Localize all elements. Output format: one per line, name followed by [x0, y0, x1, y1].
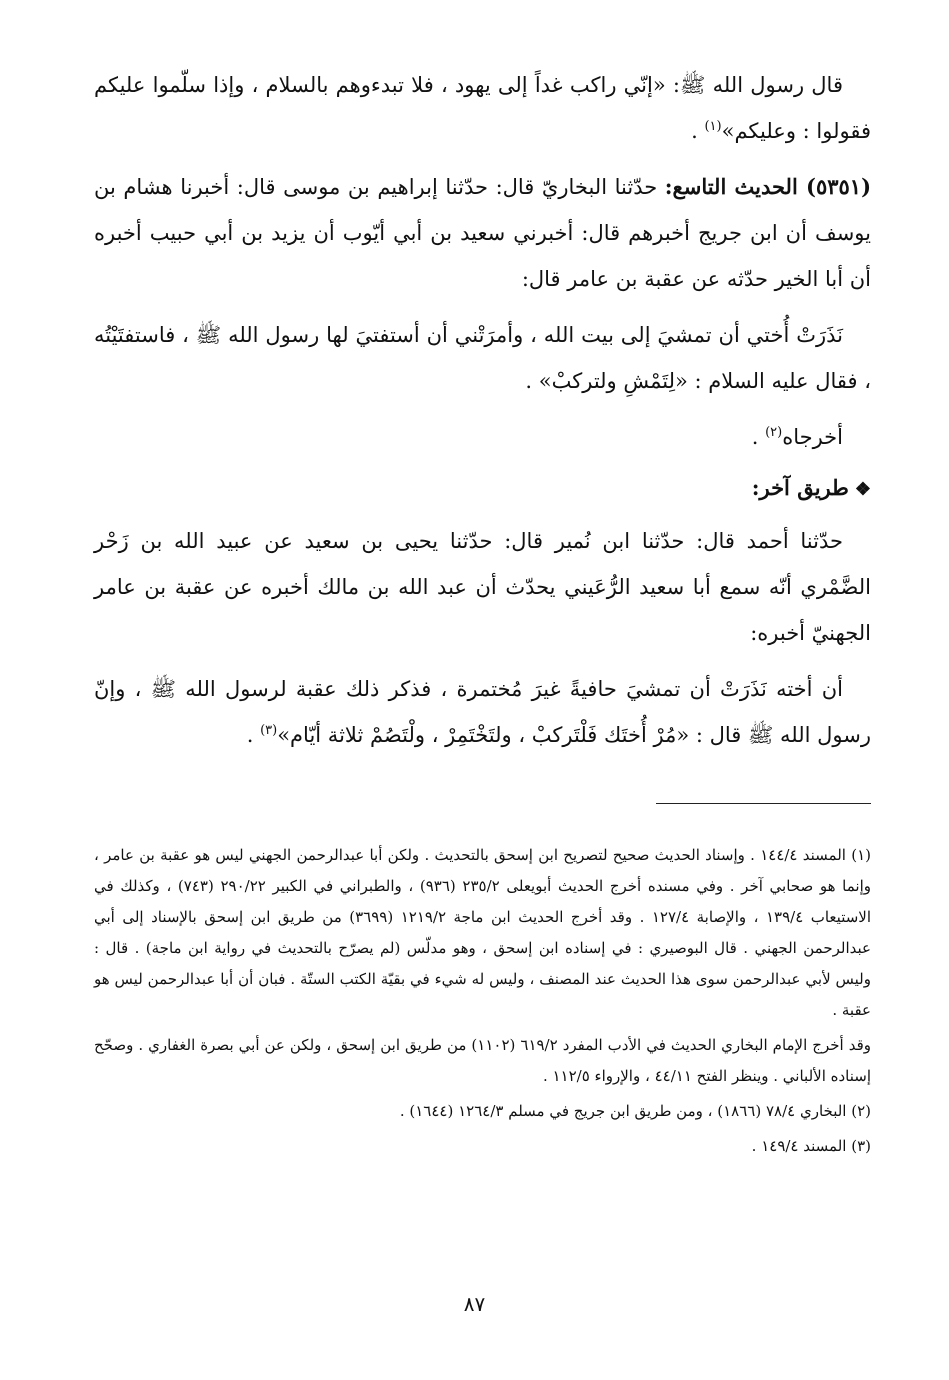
- paragraph-6-text: أن أخته نَذَرَتْ أن تمشيَ حافيةً غيرَ مُختمرة ، فذكر ذلك عقبة لرسول الله ﷺ ، وإنّ رسول الله ﷺ قال : «مُرْ أُختَك فَلْتَركبْ ، ولتَخْتَمِرْ ، ولْتَصُمْ ثلاثة أيّام»: [94, 677, 871, 747]
- paragraph-6-end: .: [246, 723, 261, 747]
- paragraph-3: نَذَرَتْ أُختي أن تمشيَ إلى بيت الله ، وأمرَتْني أن أستفتيَ لها رسول الله ﷺ ، فاستفتَيْتُه ، فقال عليه السلام : «لِتَمْشِ ولتركبْ» .: [94, 323, 871, 393]
- diamond-icon: ❖: [854, 479, 871, 500]
- hadith-9-paragraph: [94, 164, 871, 302]
- paragraph-1: [94, 62, 871, 154]
- hadith-9-text: حدّثنا البخاريّ قال: حدّثنا إبراهيم بن موسى قال: أخبرنا هشام بن يوسف أن ابن جريج أخبرهم قال: أخبرني سعيد بن أبي أيّوب أن يزيد بن أبي حبيب أخبره أن أبا الخير حدّثه عن عقبة بن عامر قال:: [94, 175, 871, 291]
- paragraph-5: حدّثنا أحمد قال: حدّثنا ابن نُمير قال: حدّثنا يحيى بن سعيد عن عبيد الله بن زَحْر الضَّمْري أنّه سمع أبا سعيد الرُّعَيني يحدّث أن عبد الله بن مالك أخبره عن عقبة بن عامر الجهنيّ أخبره:: [94, 529, 871, 645]
- section-heading: [94, 470, 871, 508]
- footnotes: [94, 840, 871, 1166]
- footnote-1-continued: وقد أخرج الإمام البخاري الحديث في الأدب المفرد ٦١٩/٢ (١١٠٢) من طريق ابن إسحق ، ولكن عن أبي بصرة الغفاري . وصحّح إسناده الألباني . وينظر الفتح ٤٤/١١ ، والإرواء ١١٢/٥ .: [94, 1036, 871, 1085]
- hadith-9-label: (٥٣٥١) الحديث التاسع:: [664, 174, 872, 199]
- footnote-ref-2: (٢): [765, 425, 783, 440]
- paragraph-6: [94, 666, 871, 758]
- page-number: ٨٧: [463, 1292, 486, 1316]
- footnote-divider: [656, 803, 871, 804]
- paragraph-4-end: .: [751, 425, 766, 449]
- main-text: [94, 62, 871, 768]
- footnote-ref-1: (١): [704, 119, 722, 134]
- footnote-ref-3: (٣): [260, 723, 278, 738]
- footnote-1: (١) المسند ١٤٤/٤ . وإسناد الحديث صحيح لتصريح ابن إسحق بالتحديث . ولكن أبا عبدالرحمن الجهني ليس هو عقبة بن عامر ، وإنما هو صحابي آخر . وفي مسنده أخرج الحديث أبويعلى ٢٣٥/٢ (٩٣٦) ، والطبراني في الكبير ٢٩٠/٢٢ (٧٤٣) ، وكذلك في الاستيعاب ١٣٩/٤ ، والإصابة ١٢٧/٤ . وقد أخرج الحديث ابن ماجة ١٢١٩/٢ (٣٦٩٩) من طريق ابن إسحق بالإسناد إلى أبي عبدالرحمن الجهني . قال البوصيري : في إسناده ابن إسحق ، وهو مدلّس (لم يصرّح بالتحديث في رواية ابن ماجة) . قال : وليس لأبي عبدالرحمن سوى هذا الحديث عند المصنف ، وليس له شيء في بقيّة الكتب الستّة . فبان أن أبا عبدالرحمن ليس هو عقبة .: [94, 846, 872, 1019]
- section-heading-text: طريق آخر:: [751, 475, 849, 500]
- paragraph-1-end: .: [691, 119, 705, 143]
- paragraph-1-text: قال رسول الله ﷺ: «إنّي راكب غداً إلى يهود ، فلا تبدءوهم بالسلام ، وإذا سلّموا عليكم فقولوا : وعليكم»: [94, 73, 871, 143]
- paragraph-4-text: أخرجاه: [782, 425, 843, 449]
- paragraph-4: [94, 414, 871, 460]
- footnote-3: (٣) المسند ١٤٩/٤ .: [751, 1137, 871, 1155]
- footnote-2: (٢) البخاري ٧٨/٤ (١٨٦٦) ، ومن طريق ابن جريج في مسلم ١٢٦٤/٣ (١٦٤٤) .: [399, 1102, 871, 1120]
